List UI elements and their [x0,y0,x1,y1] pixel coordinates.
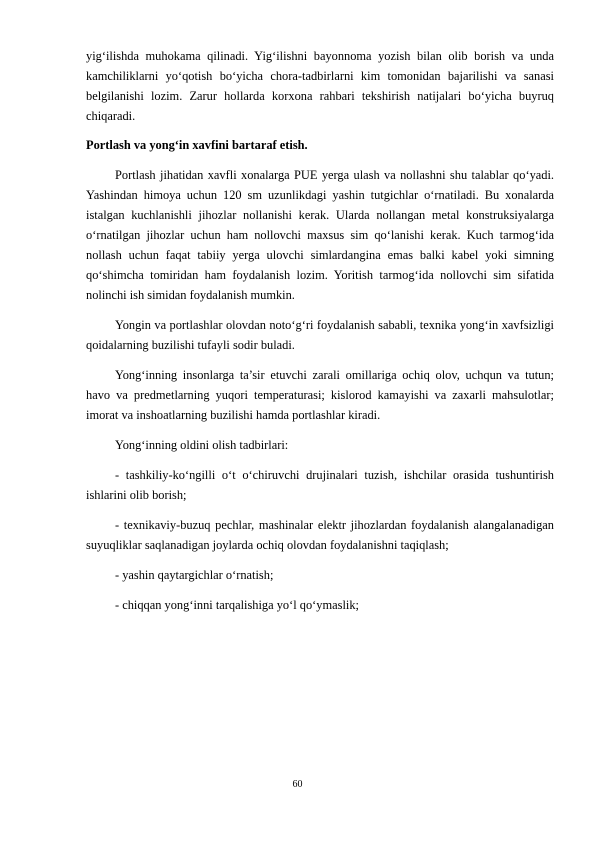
document-page [86,46,554,625]
list-item: - texnikaviy-buzuq pechlar, mashinalar elektr jihozlardan foydalanish alangalanadigan suyuqliklar saqlanadigan joylarda ochiq olovdan foydalanishni taqiqlash; [86,518,554,552]
list-item: - chiqqan yong‘inni tarqalishiga yo‘l qo‘ymaslik; [115,598,359,612]
list-item: - yashin qaytargichlar o‘rnatish; [115,568,274,582]
paragraph-fire-factors: Yong‘inning insonlarga ta’sir etuvchi zarali omillariga ochiq olov, uchqun va tutun; havo va predmetlarning yuqori temperaturasi; kislorod kamayishi va zaxarli mahsulotlar; imorat va inshoatlarning buzilishi hamda portlashlar kiradi. [86,368,554,422]
paragraph-continuation: yig‘ilishda muhokama qilinadi. Yig‘ilishni bayonnoma yozish bilan olib borish va unda kamchiliklarni yo‘qotish bo‘yicha chora-tadbirlarni kim tomonidan bajarilishi va sanasi belgilanishi lozim. Zarur hollarda korxona rahbari tekshirish natijalari bo‘yicha buyruq chiqaradi. [86,49,554,123]
paragraph-fire-causes: Yongin va portlashlar olovdan noto‘g‘ri foydalanish sababli, texnika yong‘in xavfsizligi qoidalarning buzilishi tufayli sodir buladi. [86,318,554,352]
page-number: 60 [292,779,303,790]
section-heading: Portlash va yong‘in xavfini bartaraf etish. [86,138,308,152]
paragraph-prevention-intro: Yong‘inning oldini olish tadbirlari: [115,438,289,452]
list-item: - tashkiliy-ko‘ngilli o‘t o‘chiruvchi drujinalari tuzish, ishchilar orasida tushuntirish ishlarini olib borish; [86,468,554,502]
paragraph-grounding: Portlash jihatidan xavfli xonalarga PUE yerga ulash va nollashni shu talablar qo‘yadi. Yashindan himoya uchun 120 sm uzunlikdagi yashin tutgichlar o‘rnatiladi. Bu xonalarda istalgan kuchlanishli jihozlar nollanishi kerak. Ularda nollangan metal konstruksiyalarga o‘rnatilgan jihozlar uchun ham nollovchi maxsus sim qo‘lanishi kerak. Kuch tarmog‘ida nollash uchun faqat tabiiy yerga ulovchi simlardangina emas balki kabel yoki simning qo‘shimcha tomiridan ham foydalanish lozim. Yoritish tarmog‘ida nollovchi sim sifatida nolinchi ish simidan foydalanish mumkin. [86,168,554,302]
